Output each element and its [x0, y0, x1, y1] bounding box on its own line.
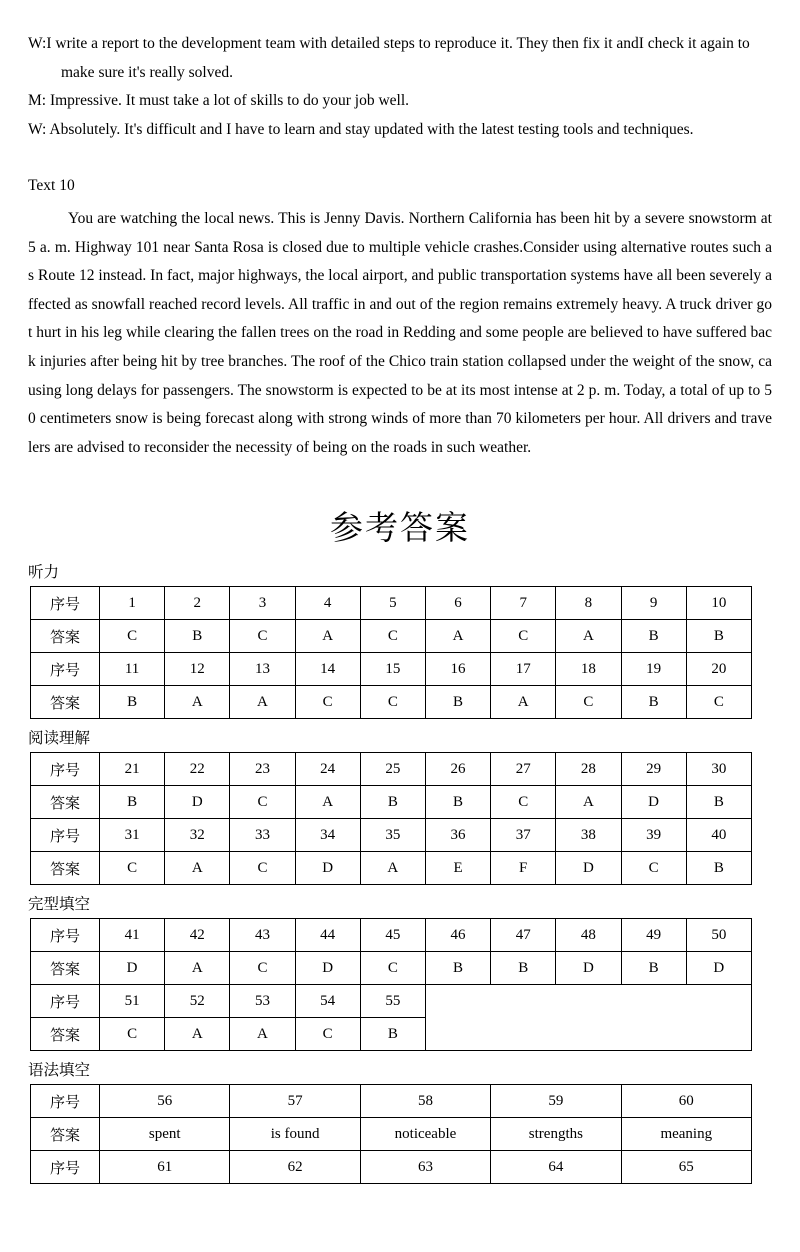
answer-cell: C: [360, 952, 425, 985]
row-header-cell: 答案: [31, 686, 100, 719]
row-header-cell: 序号: [31, 653, 100, 686]
answer-cell: 35: [360, 819, 425, 852]
answer-cell: 40: [686, 819, 751, 852]
answer-cell: B: [621, 620, 686, 653]
answer-cell: 62: [230, 1151, 360, 1184]
answer-cell: 64: [491, 1151, 621, 1184]
answer-cell: D: [295, 852, 360, 885]
answer-cell: A: [230, 1018, 295, 1051]
section-cloze: [28, 895, 772, 1051]
answer-cell: C: [230, 852, 295, 885]
answer-cell: 19: [621, 653, 686, 686]
answer-cell: E: [425, 852, 490, 885]
answer-cell: A: [556, 786, 621, 819]
answer-cell: 9: [621, 587, 686, 620]
answer-cell: A: [165, 852, 230, 885]
answer-cell: strengths: [491, 1118, 621, 1151]
answer-cell: 32: [165, 819, 230, 852]
answer-cell: 15: [360, 653, 425, 686]
row-header-cell: 序号: [31, 819, 100, 852]
answer-cell: B: [686, 620, 751, 653]
answer-table-row: [31, 587, 752, 620]
answer-cell: is found: [230, 1118, 360, 1151]
answer-cell: D: [686, 952, 751, 985]
dialogue-line-w2: W: Absolutely. It's difficult and I have to learn and stay updated with the latest testing tools and techniques.: [28, 120, 694, 138]
answer-cell: 54: [295, 985, 360, 1018]
answer-table-row: [31, 819, 752, 852]
answer-cell: C: [360, 620, 425, 653]
answer-cell: 12: [165, 653, 230, 686]
answer-cell: 56: [100, 1085, 230, 1118]
row-header-cell: 序号: [31, 587, 100, 620]
row-header-cell: 答案: [31, 786, 100, 819]
answer-cell: C: [230, 952, 295, 985]
answer-cell: C: [556, 686, 621, 719]
answer-cell: A: [491, 686, 556, 719]
grammar-answer-table: [30, 1084, 752, 1184]
answer-cell: C: [100, 1018, 165, 1051]
answer-cell: D: [295, 952, 360, 985]
answer-cell: 11: [100, 653, 165, 686]
answer-cell: B: [686, 786, 751, 819]
answer-cell: 50: [686, 919, 751, 952]
answer-cell: 48: [556, 919, 621, 952]
answer-table-row: [31, 686, 752, 719]
answer-cell: 2: [165, 587, 230, 620]
answer-cell: 6: [425, 587, 490, 620]
answer-cell: 51: [100, 985, 165, 1018]
answer-cell: 1: [100, 587, 165, 620]
answer-cell: 27: [491, 753, 556, 786]
answer-cell: B: [686, 852, 751, 885]
answer-cell: 7: [491, 587, 556, 620]
section-listening: [28, 563, 772, 719]
answer-cell: 5: [360, 587, 425, 620]
answer-cell: 61: [100, 1151, 230, 1184]
answer-cell: C: [491, 620, 556, 653]
section-label-cloze: 完型填空: [28, 896, 91, 914]
answer-cell: 60: [621, 1085, 751, 1118]
answer-table-row: [31, 753, 752, 786]
answer-cell: 57: [230, 1085, 360, 1118]
answer-cell: D: [165, 786, 230, 819]
answer-cell: 37: [491, 819, 556, 852]
section-label-grammar: 语法填空: [28, 1062, 91, 1080]
answer-cell: 36: [425, 819, 490, 852]
section-label-reading: 阅读理解: [28, 730, 91, 748]
answer-cell: D: [621, 786, 686, 819]
answer-cell: C: [360, 686, 425, 719]
answer-cell: 53: [230, 985, 295, 1018]
row-header-cell: 答案: [31, 852, 100, 885]
row-header-cell: 序号: [31, 1085, 100, 1118]
answer-cell: spent: [100, 1118, 230, 1151]
answer-cell: 47: [491, 919, 556, 952]
answer-cell: 65: [621, 1151, 751, 1184]
answer-cell: B: [425, 686, 490, 719]
dialogue-line-m: M: Impressive. It must take a lot of skills to do your job well.: [28, 92, 409, 110]
listening-answer-table: [30, 586, 752, 719]
answer-cell: A: [556, 620, 621, 653]
answer-cell: 39: [621, 819, 686, 852]
answer-cell: B: [621, 952, 686, 985]
answer-cell: C: [230, 786, 295, 819]
answer-cell: D: [556, 852, 621, 885]
answer-table-row: [31, 919, 752, 952]
answer-cell: 26: [425, 753, 490, 786]
answer-cell: 24: [295, 753, 360, 786]
answer-cell: D: [556, 952, 621, 985]
answer-cell: B: [100, 786, 165, 819]
dialogue-line-w1: W:I write a report to the development team with detailed steps to reproduce it. They then fix it andI check it again to make sure it's really solved.: [28, 35, 750, 81]
answer-cell: A: [360, 852, 425, 885]
answer-cell: 22: [165, 753, 230, 786]
answer-cell: 21: [100, 753, 165, 786]
answer-cell: C: [230, 620, 295, 653]
answer-cell: F: [491, 852, 556, 885]
row-header-cell: 答案: [31, 1118, 100, 1151]
answer-cell: 17: [491, 653, 556, 686]
text10-paragraph: You are watching the local news. This is Jenny Davis. Northern California has been hit by a severe snowstorm at 5 a. m. Highway 101 near Santa Rosa is closed due to multiple vehicle crashes.Consider using alternative routes such as Route 12 instead. In fact, major highways, the local airport, and public transportation systems have all been severely affected as snowfall reached record levels. All traffic in and out of the region remains extremely heavy. A truck driver got hurt in his leg while clearing the fallen trees on the road in Redding and some people are believed to have suffered back injuries after being hit by tree branches. The roof of the Chico train station collapsed under the weight of the snow, causing long delays for passengers. The snowstorm is expected to be at its most intense at 2 p. m. Today, a total of up to 50 centimeters snow is being forecast along with strong winds of more than 70 kilometers per hour. All drivers and travelers are advised to reconsider the necessity of being on the roads in such weather.: [28, 209, 772, 456]
answer-cell: 14: [295, 653, 360, 686]
row-header-cell: 答案: [31, 620, 100, 653]
answer-cell: 8: [556, 587, 621, 620]
answer-cell: C: [491, 786, 556, 819]
answer-cell: 41: [100, 919, 165, 952]
answer-cell: B: [425, 952, 490, 985]
answer-table-row: [31, 1151, 752, 1184]
answer-cell: A: [165, 952, 230, 985]
answer-cell: 34: [295, 819, 360, 852]
answer-cell: A: [165, 1018, 230, 1051]
answer-cell: C: [100, 620, 165, 653]
answer-cell: B: [100, 686, 165, 719]
answer-cell: 10: [686, 587, 751, 620]
answer-cell: 52: [165, 985, 230, 1018]
answer-cell: 49: [621, 919, 686, 952]
answer-cell: 18: [556, 653, 621, 686]
answer-cell: 46: [425, 919, 490, 952]
answer-cell: 43: [230, 919, 295, 952]
answer-cell: 42: [165, 919, 230, 952]
row-header-cell: 序号: [31, 919, 100, 952]
answer-cell: 33: [230, 819, 295, 852]
answer-cell: 45: [360, 919, 425, 952]
cloze-answer-table: [30, 918, 752, 1051]
answer-cell: A: [425, 620, 490, 653]
answer-cell: B: [491, 952, 556, 985]
answer-cell: meaning: [621, 1118, 751, 1151]
answer-table-row: [31, 653, 752, 686]
listening-dialogue: [28, 30, 772, 144]
answer-cell: C: [686, 686, 751, 719]
answer-cell: 4: [295, 587, 360, 620]
answers-title: 参考答案: [330, 511, 470, 548]
answer-table-row: [31, 1118, 752, 1151]
answer-cell: B: [360, 786, 425, 819]
answer-cell: 55: [360, 985, 425, 1018]
text10-heading: Text 10: [28, 177, 75, 195]
answer-cell: 38: [556, 819, 621, 852]
reading-answer-table: [30, 752, 752, 885]
section-grammar: [28, 1061, 772, 1184]
row-header-cell: 答案: [31, 952, 100, 985]
answer-cell: 20: [686, 653, 751, 686]
answer-cell: 28: [556, 753, 621, 786]
answer-cell: noticeable: [360, 1118, 490, 1151]
answer-cell: A: [165, 686, 230, 719]
answer-table-row: [31, 1085, 752, 1118]
section-reading: [28, 729, 772, 885]
answer-cell: 13: [230, 653, 295, 686]
row-header-cell: 答案: [31, 1018, 100, 1051]
answer-cell: 25: [360, 753, 425, 786]
answer-cell: 63: [360, 1151, 490, 1184]
row-header-cell: 序号: [31, 753, 100, 786]
section-label-listening: 听力: [28, 564, 60, 582]
answer-cell: 58: [360, 1085, 490, 1118]
answer-cell: 16: [425, 653, 490, 686]
answer-cell: C: [100, 852, 165, 885]
answer-cell: [425, 985, 751, 1051]
row-header-cell: 序号: [31, 1151, 100, 1184]
answer-cell: 30: [686, 753, 751, 786]
answer-cell: B: [165, 620, 230, 653]
answer-cell: 29: [621, 753, 686, 786]
answer-cell: A: [230, 686, 295, 719]
answer-cell: B: [360, 1018, 425, 1051]
answer-cell: C: [295, 1018, 360, 1051]
answer-cell: 31: [100, 819, 165, 852]
answer-cell: B: [621, 686, 686, 719]
answer-cell: 3: [230, 587, 295, 620]
answer-cell: C: [621, 852, 686, 885]
answer-cell: A: [295, 786, 360, 819]
answer-table-row: [31, 620, 752, 653]
answer-table-row: [31, 852, 752, 885]
answer-table-row: [31, 786, 752, 819]
answer-cell: A: [295, 620, 360, 653]
answer-cell: 44: [295, 919, 360, 952]
answer-table-row: [31, 985, 752, 1018]
answer-table-row: [31, 952, 752, 985]
answer-cell: D: [100, 952, 165, 985]
row-header-cell: 序号: [31, 985, 100, 1018]
answer-cell: 23: [230, 753, 295, 786]
answer-cell: B: [425, 786, 490, 819]
answer-cell: C: [295, 686, 360, 719]
answer-cell: 59: [491, 1085, 621, 1118]
